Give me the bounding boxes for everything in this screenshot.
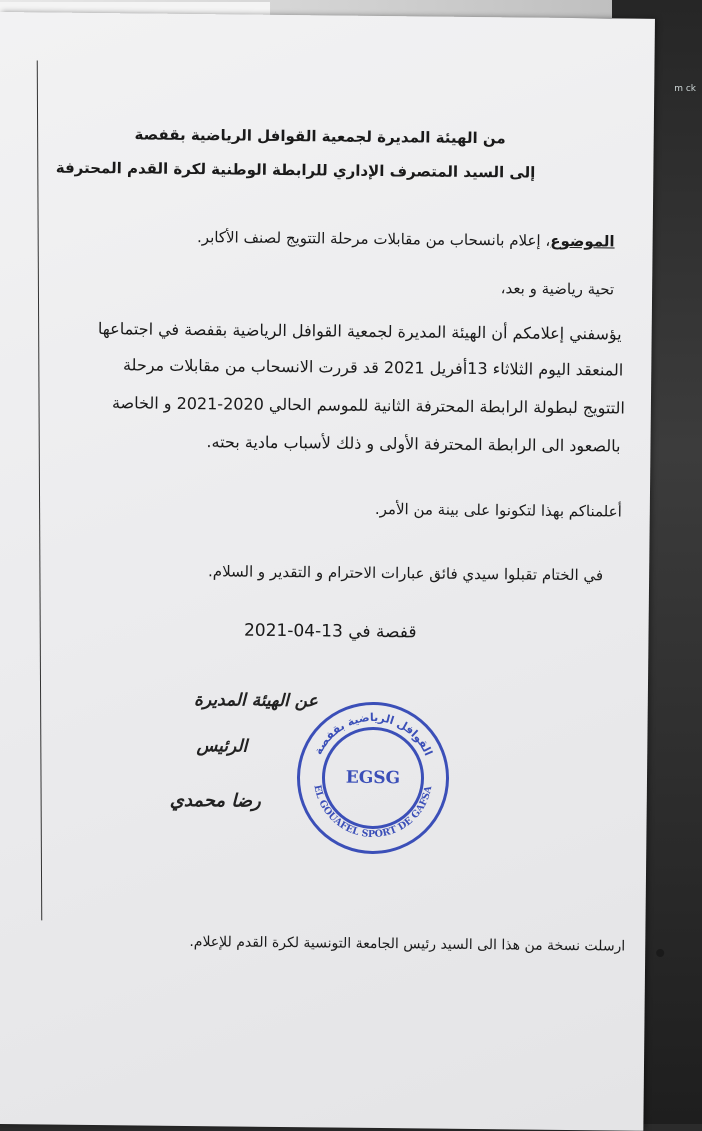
club-stamp bbox=[296, 701, 450, 855]
subject-line bbox=[197, 228, 615, 250]
stamp-ring-bottom: EL GOUAFEL SPORT DE GAFSA bbox=[311, 783, 435, 841]
body-line-2: المنعقد اليوم الثلاثاء 13أفريل 2021 قد قررت الانسحاب من مقابلات مرحلة bbox=[122, 355, 624, 380]
signature-title: الرئيس bbox=[196, 736, 248, 757]
notice-line: أعلمناكم بهذا لتكونوا على بينة من الأمر. bbox=[374, 499, 622, 521]
stamp-ring-top: القوافل الرياضية بقفصة bbox=[311, 710, 435, 758]
body-line-1: يؤسفني إعلامكم أن الهيئة المديرة لجمعية القوافل الرياضية بقفصة في اجتماعها bbox=[97, 319, 622, 344]
signature-on-behalf: عن الهيئة المديرة bbox=[193, 690, 318, 712]
header-line-2: إلى السيد المتصرف الإداري للرابطة الوطنية لكرة القدم المحترفة bbox=[55, 158, 536, 182]
footer-note: ارسلت نسخة من هذا الى السيد رئيس الجامعة التونسية لكرة القدم للإعلام. bbox=[189, 934, 626, 955]
margin-line bbox=[37, 60, 43, 920]
bullet-icon bbox=[656, 949, 664, 957]
body-line-4: بالصعود الى الرابطة المحترفة الأولى و ذلك لأسباب مادية بحته. bbox=[206, 432, 621, 456]
signature-name: رضا محمدي bbox=[169, 789, 261, 812]
stamp-center-ring bbox=[321, 726, 424, 829]
greeting: تحية رياضية و بعد، bbox=[500, 279, 615, 299]
subject-label: الموضوع bbox=[550, 231, 615, 251]
backdrop-text: m ck bbox=[674, 84, 696, 94]
letter-page bbox=[0, 12, 655, 1131]
stamp-center-text: EGSG bbox=[345, 767, 401, 789]
closing-line: في الختام تقبلوا سيدي فائق عبارات الاحترام و التقدير و السلام. bbox=[207, 562, 604, 585]
subject-text: ، إعلام بانسحاب من مقابلات مرحلة التتويج لصنف الأكابر. bbox=[196, 228, 551, 250]
date-line: قفصة في 13-04-2021 bbox=[243, 620, 417, 643]
header-line-1: من الهيئة المديرة لجمعية القوافل الرياضية بقفصة bbox=[134, 125, 506, 148]
body-line-3: التتويج لبطولة الرابطة المحترفة الثانية للموسم الحالي 2020-2021 و الخاصة bbox=[111, 393, 625, 418]
